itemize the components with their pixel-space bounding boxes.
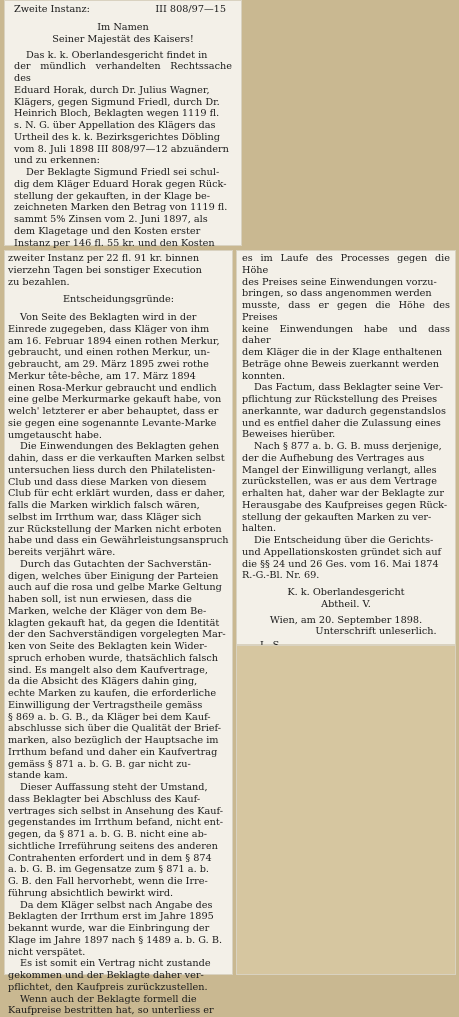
text-line: Mangel der Einwilligung verlangt, alles xyxy=(242,464,437,476)
text-line: konnten. xyxy=(242,370,286,382)
text-line: es im Laufe des Processes gegen die Höhe xyxy=(242,253,450,276)
conclusion-text xyxy=(242,253,450,582)
text-line: spruch erhoben wurde, thatsächlich falsch xyxy=(8,652,218,664)
text-line: vertrages sich selbst in Ansehung des Kauf- xyxy=(8,805,223,817)
title-line-2: Seiner Majestät des Kaisers! xyxy=(52,33,194,45)
text-line: zu bezahlen. xyxy=(8,276,70,288)
reasons-intro-text xyxy=(8,253,229,288)
text-line: gebraucht, am 29. März 1895 zwei rothe xyxy=(8,359,209,370)
text-line: zur Rückstellung der Marken nicht erboten xyxy=(8,523,222,535)
text-line: Kaufpreise bestritten hat, so unterliess er xyxy=(8,1005,214,1017)
text-line: gemäss § 871 a. b. G. B. gar nicht zu- xyxy=(8,758,191,770)
text-line: Das k. k. Oberlandesgericht findet in xyxy=(26,49,208,61)
text-line: Beweises hierüber. xyxy=(242,429,336,441)
reasons-text xyxy=(8,312,229,1017)
case-number: III 808/97—15 xyxy=(155,4,226,15)
text-line: Klage im Jahre 1897 nach § 1489 a. b. G. B. xyxy=(8,934,223,946)
text-line: vom 8. Juli 1898 III 808/97—12 abzuändern xyxy=(14,143,229,155)
text-line: gegen, da § 871 a. b. G. B. nicht eine ab- xyxy=(8,829,208,840)
text-line: die §§ 24 und 26 Ges. vom 16. Mai 1874 xyxy=(242,558,439,570)
place-date: Wien, am 20. September 1898. xyxy=(269,614,423,626)
text-line: Wenn auch der Beklagte formell die xyxy=(20,993,197,1005)
text-line: marken, also bezüglich der Hauptsache im xyxy=(8,735,219,746)
text-line: Klägers, gegen Sigmund Friedl, durch Dr. xyxy=(14,96,220,108)
clipping-header-verdict xyxy=(4,0,242,249)
section-heading: Entscheidungsgründe: xyxy=(62,294,175,306)
text-line: zurückstellen, was er aus dem Vertrage xyxy=(242,476,437,488)
text-line: bekannt wurde, war die Einbringung der xyxy=(8,923,210,934)
text-line: keine Einwendungen habe und dass daher xyxy=(242,323,450,347)
text-line: vierzehn Tagen bei sonstiger Execution xyxy=(8,264,202,276)
text-line: Von Seite des Beklagten wird in der xyxy=(20,312,197,323)
text-line: Irrthum befand und daher ein Kaufvertrag xyxy=(8,746,218,758)
text-line: zweiter Instanz per 22 fl. 91 kr. binnen xyxy=(8,253,200,264)
text-line: zeichneten Marken den Betrag von 1119 fl. xyxy=(14,202,228,214)
text-line: dahin, dass er die verkauften Marken selbst xyxy=(8,453,225,464)
text-line: am 16. Februar 1894 einen rothen Merkur, xyxy=(8,335,220,347)
text-line: pflichtung zur Rückstellung des Preises xyxy=(242,394,438,405)
instance-header xyxy=(14,4,232,16)
text-line: dem Kläger die in der Klage enthaltenen xyxy=(242,347,443,358)
text-line: sind. Es mangelt also dem Kaufvertrage, xyxy=(8,664,208,676)
text-line: des Preises seine Einwendungen vorzu- xyxy=(242,276,437,288)
text-line: Club für echt erklärt wurden, dass er daher, xyxy=(8,488,226,500)
text-line: ken von Seite des Beklagten kein Wider- xyxy=(8,641,208,652)
text-line: Dieser Auffassung steht der Umstand, xyxy=(20,782,208,793)
text-line: Club und dass diese Marken von diesem xyxy=(8,476,207,488)
text-line: der den Sachverständigen vorgelegten Mar- xyxy=(8,629,226,641)
verdict-text xyxy=(14,50,232,250)
text-line: da die Absicht des Klägers dahin ging, xyxy=(8,676,198,688)
text-line: habe und dass ein Gewährleistungsanspruch xyxy=(8,535,229,547)
text-line: anerkannte, war dadurch gegenstandslos xyxy=(242,405,446,417)
text-line: Einrede zugegeben, dass Kläger von ihm xyxy=(8,323,210,335)
text-line: Eduard Horak, durch Dr. Julius Wagner, xyxy=(14,84,210,96)
text-line: Da dem Kläger selbst nach Angabe des xyxy=(20,899,213,911)
text-line: stande kam. xyxy=(8,770,68,782)
text-line: sammt 5% Zinsen vom 2. Juni 1897, als xyxy=(14,214,208,225)
text-line: Herausgabe des Kaufpreises gegen Rück- xyxy=(242,499,448,511)
text-line: Merkur tête-bêche, am 17. März 1894 xyxy=(8,370,196,382)
text-line: Es ist somit ein Vertrag nicht zustande xyxy=(20,958,211,970)
text-line: pflichtet, den Kaufpreis zurückzustellen. xyxy=(8,981,208,993)
text-line: Nach § 877 a. b. G. B. muss derjenige, xyxy=(254,441,442,452)
text-line: stellung der gekauften, in der Klage be- xyxy=(14,190,211,202)
text-line: Die Einwendungen des Beklagten gehen xyxy=(20,441,220,453)
text-line: Durch das Gutachten der Sachverstän- xyxy=(20,558,212,570)
text-line: und Appellationskosten gründet sich auf xyxy=(242,546,442,558)
text-line: führung absichtlich bewirkt wird. xyxy=(8,887,174,899)
clipping-reasons xyxy=(4,250,233,1017)
text-line: umgetauscht habe. xyxy=(8,429,102,441)
text-line: erhalten hat, daher war der Beklagte zur xyxy=(242,488,445,499)
text-line: Contrahenten erfordert und in dem § 874 xyxy=(8,852,212,864)
text-line: a. b. G. B. im Gegensatze zum § 871 a. b. xyxy=(8,864,210,876)
text-line: echte Marken zu kaufen, die erforderliche xyxy=(8,688,217,699)
text-line: dig dem Kläger Eduard Horak gegen Rück- xyxy=(14,178,227,190)
text-line: welch' letzterer er aber behauptet, dass er xyxy=(8,406,219,417)
text-line: auch auf die rosa und gelbe Marke Geltung xyxy=(8,582,222,594)
court-name: K. k. Oberlandesgericht xyxy=(287,587,405,598)
text-line: gekommen und der Beklagte daher ver- xyxy=(8,970,204,981)
text-line: klagten gekauft hat, da gegen die Identität xyxy=(8,617,220,629)
text-line: sie gegen eine sogenannte Levante-Marke xyxy=(8,417,217,429)
text-line: digen, welches über Einigung der Parteien xyxy=(8,570,219,582)
text-line: bereits verjährt wäre. xyxy=(8,547,116,558)
title-line-1: Im Namen xyxy=(97,22,149,33)
text-line: der mündlich verhandelten Rechtssache des xyxy=(14,61,232,84)
text-line: falls die Marken wirklich falsch wären, xyxy=(8,500,200,511)
text-line: Heinrich Bloch, Beklagten wegen 1119 fl. xyxy=(14,108,220,120)
text-line: und es entfiel daher die Zulassung eines xyxy=(242,417,441,429)
text-line: und zu erkennen: xyxy=(14,155,100,167)
text-line: der die Aufhebung des Vertrages aus xyxy=(242,452,425,464)
text-line: nicht verspätet. xyxy=(8,946,86,958)
clipping-conclusion xyxy=(236,250,456,645)
text-line: Instanz per 146 fl. 55 kr. und den Kosten xyxy=(14,237,215,249)
text-line: halten. xyxy=(242,523,277,535)
text-line: Einwilligung der Vertragstheile gemäss xyxy=(8,699,203,711)
text-line: § 869 a. b. G. B., da Kläger bei dem Kauf- xyxy=(8,711,211,723)
text-line: dass Beklagter bei Abschluss des Kauf- xyxy=(8,793,201,805)
text-line: Beklagten der Irrthum erst im Jahre 1895 xyxy=(8,911,214,923)
text-line: abschlusse sich über die Qualität der Brief- xyxy=(8,723,222,735)
text-line: Das Factum, dass Beklagter seine Ver- xyxy=(254,382,444,394)
text-line: sichtliche Irreführung seitens des anderen xyxy=(8,840,218,852)
text-line: Der Beklagte Sigmund Friedl sei schul- xyxy=(26,167,220,178)
text-line: Die Entscheidung über die Gerichts- xyxy=(254,535,434,546)
instance-label: Zweite Instanz: xyxy=(14,4,90,15)
text-line: Marken, welche der Kläger von dem Be- xyxy=(8,605,207,617)
text-line: R.-G.-Bl. Nr. 69. xyxy=(242,570,320,582)
text-line: untersuchen liess durch den Philatelisten- xyxy=(8,464,216,476)
text-line: bringen, so dass angenommen werden xyxy=(242,288,432,300)
text-line: dem Klagetage und den Kosten erster xyxy=(14,225,201,237)
text-line: selbst im Irrthum war, dass Kläger sich xyxy=(8,511,202,523)
text-line: gegenstandes im Irrthum befand, nicht ent- xyxy=(8,817,224,829)
text-line: musste, dass er gegen die Höhe des Preises xyxy=(242,300,450,323)
blank-backing-paper xyxy=(236,645,456,975)
text-line: stellung der gekauften Marken zu ver- xyxy=(242,511,432,523)
text-line: Urtheil des k. k. Bezirksgerichtes Döbling xyxy=(14,131,220,143)
court-division: Abtheil. V. xyxy=(321,598,371,610)
text-line: s. N. G. über Appellation des Klägers das xyxy=(14,120,216,131)
text-line: eine gelbe Merkurmarke gekauft habe, von xyxy=(8,394,222,406)
signature-note: Unterschrift unleserlich. xyxy=(315,626,437,638)
text-line: gebraucht, und einen rothen Merkur, un- xyxy=(8,347,210,359)
text-line: einen Rosa-Merkur gebraucht und endlich xyxy=(8,382,217,394)
text-line: haben soll, ist nun erwiesen, dass die xyxy=(8,594,192,605)
text-line: G. B. den Fall hervorhebt, wenn die Irre- xyxy=(8,876,208,887)
text-line: Beträge ohne Beweis zuerkannt werden xyxy=(242,358,439,370)
